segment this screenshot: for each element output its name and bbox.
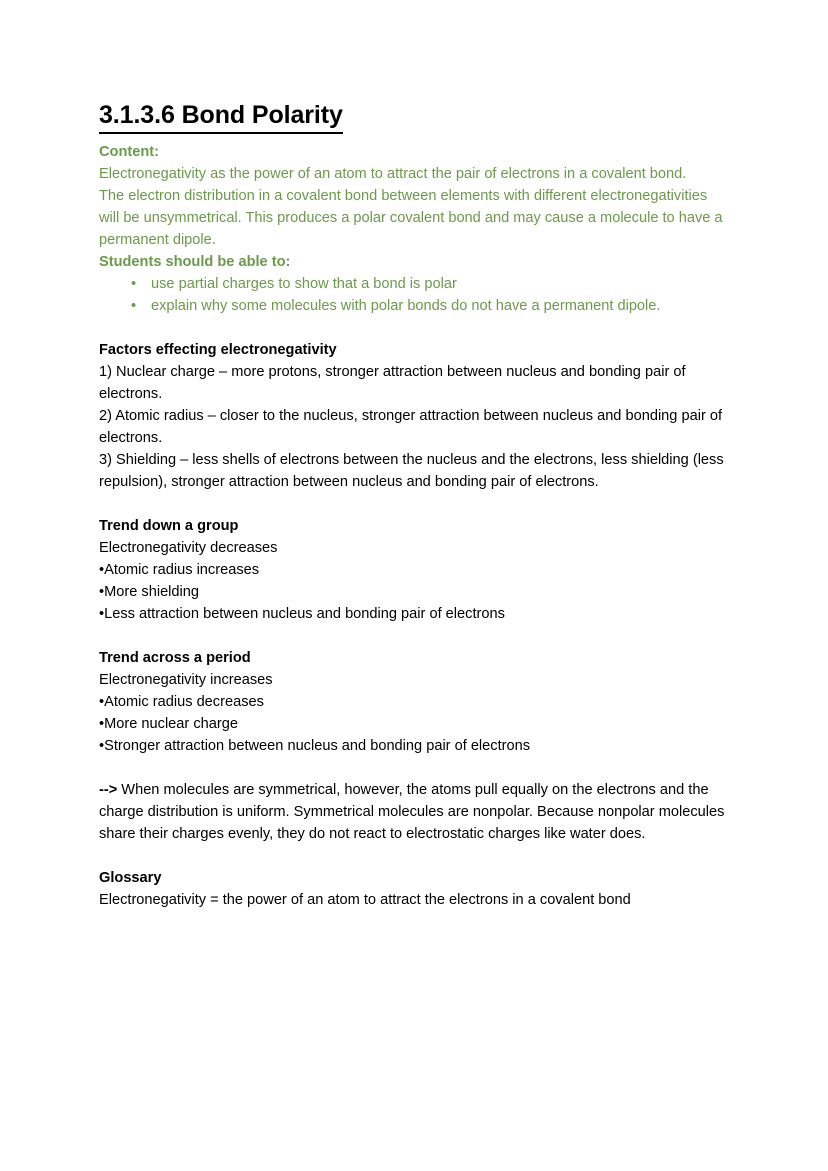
factors-section: [99, 339, 727, 493]
spacer: [99, 317, 727, 339]
symmetry-note-text: When molecules are symmetrical, however, the atoms pull equally on the electrons and the charge distribution is uniform. Symmetrical molecules are nonpolar. Because nonpolar molecules share their charges evenly, they do not react to electrostatic charges like water does.: [99, 781, 725, 842]
content-paragraph-1: Electronegativity as the power of an atom to attract the pair of electrons in a covalent bond.: [99, 165, 687, 182]
trend-across-period-point-2: •More nuclear charge: [99, 715, 238, 732]
arrow-marker-icon: -->: [99, 781, 118, 798]
factor-item-1: 1) Nuclear charge – more protons, stronger attraction between nucleus and bonding pair of electrons.: [99, 363, 686, 402]
trend-down-group-point-2: •More shielding: [99, 583, 200, 600]
spacer: [99, 845, 727, 867]
list-item: [99, 273, 727, 295]
list-item-label: use partial charges to show that a bond is polar: [151, 275, 457, 292]
trend-across-period-point-1: •Atomic radius decreases: [99, 693, 264, 710]
bullet-dot-icon: •: [131, 297, 137, 314]
trend-across-period-section: [99, 647, 727, 757]
spacer: [99, 757, 727, 779]
factors-heading: Factors effecting electronegativity: [99, 341, 337, 358]
bullet-dot-icon: •: [131, 275, 137, 292]
trend-down-group-point-1: •Atomic radius increases: [99, 561, 260, 578]
symmetry-note-paragraph: [99, 779, 727, 845]
students-bullet-list: [99, 273, 727, 317]
document-body: [99, 101, 727, 911]
trend-across-period-lead: Electronegativity increases: [99, 671, 273, 688]
trend-across-period-point-3: •Stronger attraction between nucleus and bonding pair of electrons: [99, 737, 531, 754]
symmetry-note-section: [99, 779, 727, 845]
trend-down-group-heading: Trend down a group: [99, 517, 239, 534]
trend-down-group-point-3: •Less attraction between nucleus and bonding pair of electrons: [99, 605, 505, 622]
glossary-section: [99, 867, 727, 911]
content-paragraph-2: The electron distribution in a covalent bond between elements with different electronegativities will be unsymmetrical. This produces a polar covalent bond and may cause a molecule to have a permanent dipole.: [99, 187, 723, 248]
trend-down-group-lead: Electronegativity decreases: [99, 539, 278, 556]
factor-item-2: 2) Atomic radius – closer to the nucleus, stronger attraction between nucleus and bonding pair of electrons.: [99, 407, 723, 446]
spacer: [99, 493, 727, 515]
content-heading: Content:: [99, 143, 159, 160]
trend-across-period-heading: Trend across a period: [99, 649, 251, 666]
list-item-label: explain why some molecules with polar bonds do not have a permanent dipole.: [151, 297, 661, 314]
trend-down-group-section: [99, 515, 727, 625]
list-item: [99, 295, 727, 317]
spacer: [99, 625, 727, 647]
glossary-entry-1: Electronegativity = the power of an atom to attract the electrons in a covalent bond: [99, 891, 631, 908]
glossary-heading: Glossary: [99, 869, 162, 886]
page-title: 3.1.3.6 Bond Polarity: [99, 101, 343, 134]
students-should-be-able-to-heading: Students should be able to:: [99, 253, 291, 270]
specification-content-section: [99, 141, 727, 317]
page-title-wrapper: [99, 101, 727, 141]
factor-item-3: 3) Shielding – less shells of electrons between the nucleus and the electrons, less shielding (less repulsion), stronger attraction between nucleus and bonding pair of electrons.: [99, 451, 724, 490]
